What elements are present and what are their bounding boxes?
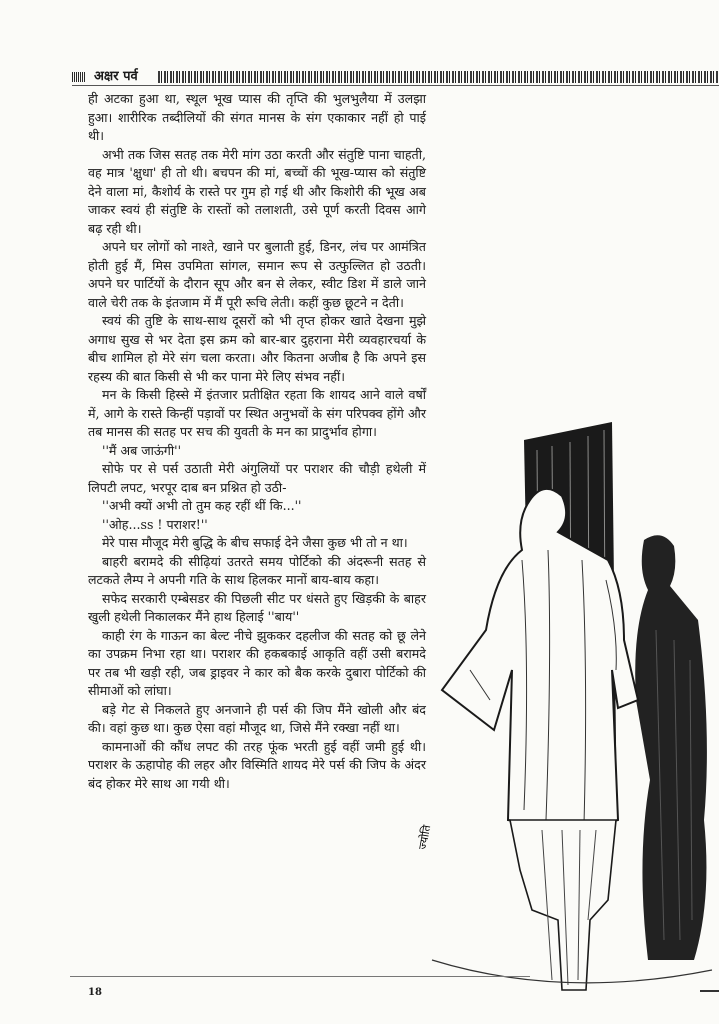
story-paragraph: अभी तक जिस सतह तक मेरी मांग उठा करती और संतुष्टि पाना चाहती, वह मात्र 'क्षुधा' ही तो थी। बचपन की मां, बच्चों की भूख-प्यास को संतुष्टि देने वाला मां, कैशोर्य के रास्ते पर गुम हो गई थी और किशोरी की भूख अब जाकर स्वयं ही संतुष्टि के रास्तों को तलाशती, उसे पूर्ण करती दिवस आगे बढ़ रही थी। bbox=[88, 146, 426, 236]
footer-mark bbox=[700, 990, 719, 992]
story-paragraph: बड़े गेट से निकलते हुए अनजाने ही पर्स की जिप मैंने खोली और बंद की। वहां कुछ था। कुछ ऐसा वहां मौजूद था, जिसे मैंने रक्खा नहीं था। bbox=[88, 701, 426, 735]
header-rule bbox=[72, 85, 719, 86]
story-paragraph: स्वयं की तुष्टि के साथ-साथ दूसरों को भी तृप्त होकर खाते देखना मुझे अगाध सुख से भर देता इस क्रम को बार-बार दुहराना मेरी व्यवहारचर्या के बीच शामिल हो मेरे संग चला करता। और कितना अजीब है कि अपने इस रहस्य की बात किसी से भी कर पाना मेरे लिए संभव नहीं। bbox=[88, 313, 426, 384]
story-paragraph: काही रंग के गाऊन का बेल्ट नीचे झुककर दहलीज की सतह को छू लेने का उपक्रम निभा रहा था। पराशर की हकबकाई आकृति वहीं उसी बरामदे पर तब भी खड़ी रही, जब ड्राइवर ने कार को बैक करके दुबारा पोर्टिको की सीमाओं को लांघा। bbox=[88, 627, 426, 698]
footer-rule bbox=[70, 976, 530, 977]
story-paragraph: ''मैं अब जाऊंगी'' bbox=[102, 442, 182, 458]
page-number: 18 bbox=[88, 987, 102, 998]
story-paragraph: ही अटका हुआ था, स्थूल भूख प्यास की तृप्ति की भुलभुलैया में उलझा हुआ। शारीरिक तब्दीलियों की संगत मानस के संग एकाकार नहीं हो पाई थी। bbox=[88, 91, 426, 143]
artist-signature: ज्योति bbox=[416, 823, 434, 851]
header-ornament-left bbox=[72, 72, 86, 82]
header-ornament-band bbox=[158, 71, 719, 83]
illustration-woman-figure bbox=[635, 535, 707, 960]
story-paragraph: मेरे पास मौजूद मेरी बुद्धि के बीच सफाई देने जैसा कुछ भी तो न था। bbox=[102, 535, 408, 550]
story-paragraph: बाहरी बरामदे की सीढ़ियां उतरते समय पोर्टिको की अंदरूनी सतह से लटकते लैम्प ने अपनी गति के साथ हिलकर मानों बाय-बाय कहा। bbox=[88, 553, 426, 587]
header-title: अक्षर पर्व bbox=[90, 66, 142, 84]
story-paragraph: सफेद सरकारी एम्बेसडर की पिछली सीट पर धंसते हुए खिड़की के बाहर खुली हथेली निकालकर मैंने हाथ हिलाई ''बाय'' bbox=[88, 590, 426, 624]
story-paragraph: सोफे पर से पर्स उठाती मेरी अंगुलियों पर पराशर की चौड़ी हथेली में लिपटी लपट, भरपूर दाब बन प्रश्नित हो उठी- bbox=[88, 461, 426, 495]
story-text-column bbox=[88, 90, 426, 793]
story-paragraph: कामनाओं की कौंध लपट की तरह फूंक भरती हुई वहीं जमी हुई थी। पराशर के ऊहापोह की लहर और विस्मिति शायद मेरे पर्स की जिप के अंदर बंद होकर मेरे साथ आ गयी थी। bbox=[88, 738, 426, 791]
story-paragraph: ''ओह...ss ! पराशर!'' bbox=[102, 516, 208, 532]
story-paragraph: ''अभी क्यों अभी तो तुम कह रहीं थीं कि...'' bbox=[102, 498, 302, 513]
story-paragraph: मन के किसी हिस्से में इंतजार प्रतीक्षित रहता कि शायद आने वाले वर्षों में, आगे के रास्ते किन्हीं पड़ावों पर स्थित अनुभवों के संग परिपक्व होंगे और तब मानस की सतह पर सच की युवती के मन का प्रादुर्भाव होगा। bbox=[88, 387, 426, 439]
running-header bbox=[72, 66, 719, 88]
ink-illustration bbox=[412, 400, 719, 1000]
story-paragraph: अपने घर लोगों को नाश्ते, खाने पर बुलाती हुई, डिनर, लंच पर आमंत्रित होती हुई मैं, मिस उपमिता सांगल, समान रूप से उत्फुल्लित हो उठती। अपने घर पार्टियों के दौरान सूप और बन से लेकर, स्वीट डिश में डाले जाने वाले चेरी तक के इंतजाम में मैं पूरी रूचि लेती। कहीं कुछ छूटने न देती। bbox=[88, 239, 426, 310]
